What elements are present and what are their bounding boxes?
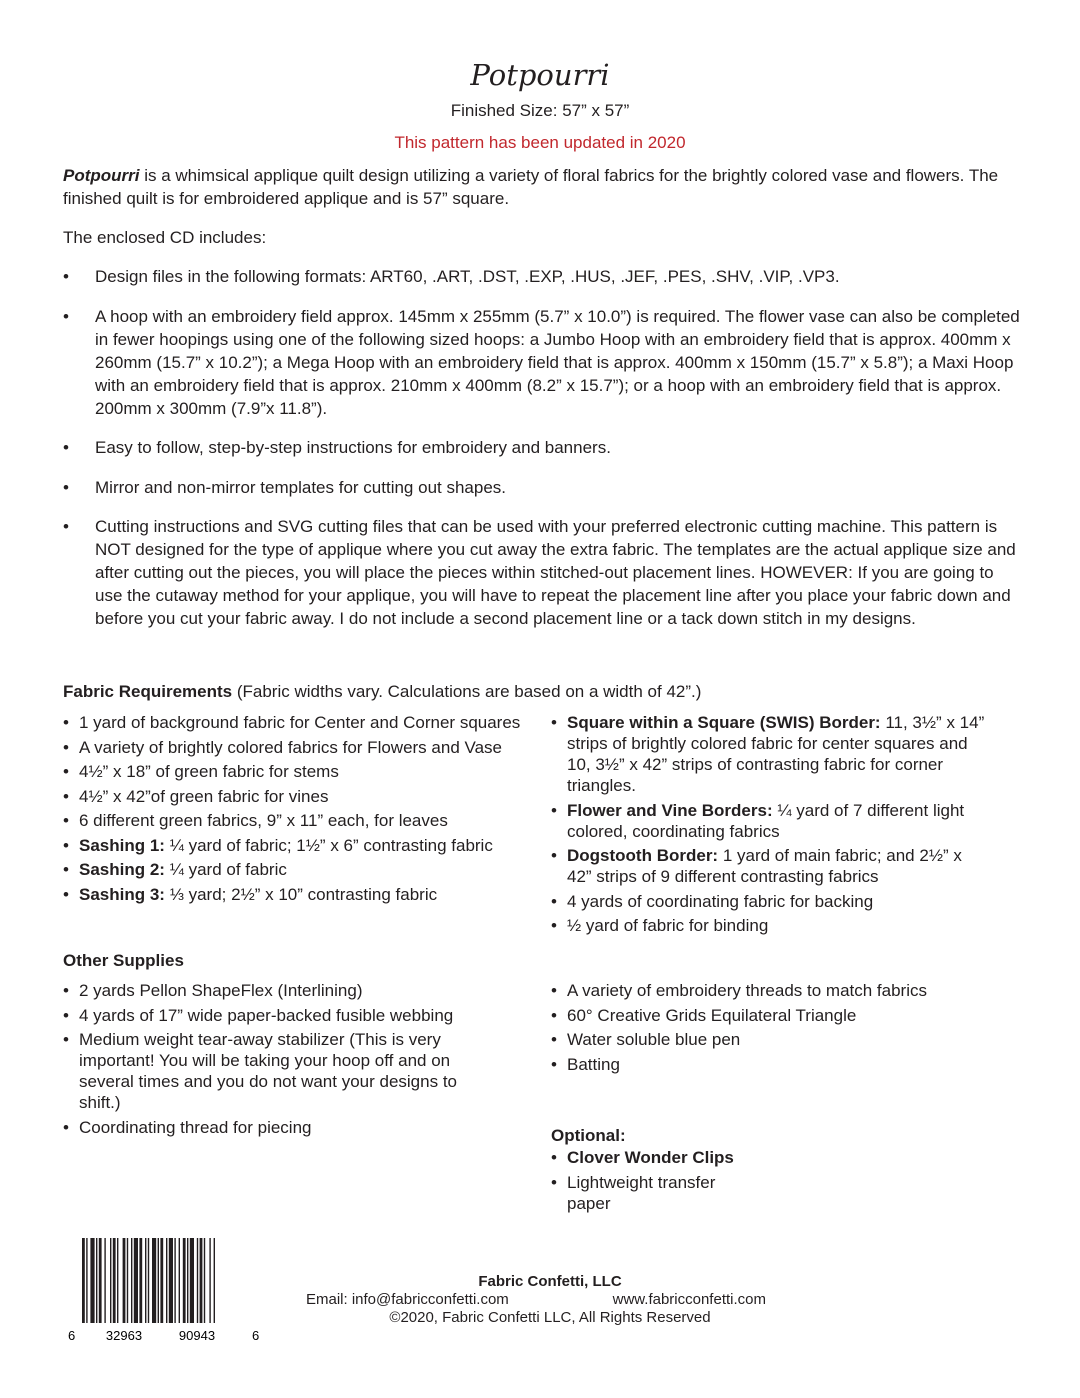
bullet-icon: • — [63, 307, 69, 326]
barcode-bar — [197, 1238, 198, 1324]
bullet-icon: • — [63, 438, 69, 457]
fabric-item: • Square within a Square (SWIS) Border: 11, 3½” x 14” strips of brightly colored fabric for center squares and 10, 3½” x 42” strips of contrasting fabric for corner triangles. — [551, 712, 991, 796]
supply-item: • 2 yards Pellon ShapeFlex (Interlining) — [63, 980, 483, 1001]
barcode-bar — [166, 1238, 167, 1324]
optional-list — [551, 1147, 751, 1217]
barcode-bar — [187, 1238, 188, 1324]
barcode-digits-right: 90943 — [178, 1328, 216, 1343]
footer-company: Fabric Confetti, LLC — [478, 1273, 622, 1290]
supply-item: • Coordinating thread for piecing — [63, 1117, 483, 1138]
supply-item: • Medium weight tear-away stabilizer (This is very important! You will be taking your hoop off and on several times and you do not want your designs to shift.) — [63, 1029, 483, 1113]
cd-item-text: Design files in the following formats: ART60, .ART, .DST, .EXP, .HUS, .JEF, .PES, .SHV, .VIP, .VP3. — [95, 267, 840, 286]
fabric-item: • ½ yard of fabric for binding — [551, 915, 991, 936]
barcode-bar — [190, 1238, 194, 1324]
barcode-bar — [104, 1238, 105, 1324]
barcode-bar — [139, 1238, 142, 1324]
barcode-bar — [200, 1238, 203, 1324]
bullet-icon: • — [63, 517, 69, 536]
supply-item: • Water soluble blue pen — [551, 1029, 991, 1050]
optional-heading: Optional: — [551, 1126, 626, 1145]
optional-item: • Clover Wonder Clips — [551, 1147, 751, 1168]
footer — [300, 1273, 860, 1327]
supply-item: • 4 yards of 17” wide paper-backed fusible webbing — [63, 1005, 483, 1026]
intro-paragraph — [63, 165, 1023, 210]
barcode-bar — [110, 1238, 111, 1324]
bullet-icon: • — [63, 267, 69, 286]
fabric-item: • 4½” x 18” of green fabric for stems — [63, 761, 533, 782]
supplies-heading-label: Other Supplies — [63, 951, 184, 970]
intro-pattern-name: Potpourri — [63, 166, 140, 185]
barcode-bar — [160, 1238, 163, 1324]
barcode-bar — [204, 1238, 205, 1324]
updated-note: This pattern has been updated in 2020 — [394, 133, 686, 152]
fabric-item: • Sashing 2: ¼ yard of fabric — [63, 859, 533, 880]
barcode — [64, 1238, 264, 1343]
fabric-item: • 4 yards of coordinating fabric for backing — [551, 891, 991, 912]
barcode-bar — [145, 1238, 146, 1324]
other-supplies-heading — [63, 951, 184, 971]
barcode-digit-prefix: 6 — [68, 1328, 76, 1343]
cd-item-text: Easy to follow, step-by-step instructions for embroidery and banners. — [95, 438, 611, 457]
fabric-list-left — [63, 712, 533, 908]
fabric-item: • 1 yard of background fabric for Center and Corner squares — [63, 712, 533, 733]
footer-website[interactable]: www.fabricconfetti.com — [612, 1291, 766, 1308]
barcode-bar — [113, 1238, 116, 1324]
bullet-icon: • — [63, 478, 69, 497]
fabric-requirements-heading — [63, 682, 701, 702]
barcode-bar — [96, 1238, 97, 1324]
cd-item-text: Cutting instructions and SVG cutting files that can be used with your preferred electronic cutting machine. This pattern is NOT designed for the type of applique where you cut away the extra fabric. The templates are the actual applique size and after cutting out the pieces, you will place the pieces within stitched-out placement lines. HOWEVER: If you are going to use the cutaway method for your applique, you will have to repeat the placement line after you place your fabric down and before you cut your fabric away. I do not include a second placement line or a tack down stitch in my designs. — [95, 517, 1016, 628]
barcode-bar — [183, 1238, 186, 1324]
barcode-bar — [174, 1238, 175, 1324]
fabric-list-right — [551, 712, 991, 940]
barcode-bar — [179, 1238, 180, 1324]
intro-text: is a whimsical applique quilt design utilizing a variety of floral fabrics for the brightly colored vase and flowers. The finished quilt is for embroidered applique and is 57” square. — [63, 166, 999, 208]
barcode-bar — [152, 1238, 156, 1324]
supplies-list-right — [551, 980, 991, 1078]
barcode-bar — [123, 1238, 126, 1324]
fabric-heading-label: Fabric Requirements — [63, 682, 233, 701]
page-title: Potpourri — [470, 58, 610, 92]
barcode-bar — [117, 1238, 118, 1324]
cd-item-text: A hoop with an embroidery field approx. 145mm x 255mm (5.7” x 10.0”) is required. The flower vase can also be completed in fewer hoopings using one of the following sized hoops: a Jumbo Hoop with an embroidery field that is approx. 400mm x 260mm (15.7” x 10.2”); a Mega Hoop with an embroidery field that is approx. 400mm x 150mm (15.7” x 5.8”); a Maxi Hoop with an embroidery field that is approx. 210mm x 400mm (8.2” x 15.7”); or a hoop with an embroidery field that is approx. 200mm x 300mm (7.9”x 11.8”). — [95, 307, 1020, 418]
optional-item: • Lightweight transfer paper — [551, 1172, 751, 1214]
fabric-item: • 4½” x 42”of green fabric for vines — [63, 786, 533, 807]
supply-item: • A variety of embroidery threads to match fabrics — [551, 980, 991, 1001]
footer-copyright: ©2020, Fabric Confetti LLC, All Rights Reserved — [389, 1309, 711, 1326]
fabric-item: • A variety of brightly colored fabrics for Flowers and Vase — [63, 737, 533, 758]
barcode-bar — [90, 1238, 94, 1324]
fabric-item: • 6 different green fabrics, 9” x 11” each, for leaves — [63, 810, 533, 831]
barcode-digits-left: 32963 — [105, 1328, 143, 1343]
fabric-item: • Dogstooth Border: 1 yard of main fabric; and 2½” x 42” strips of 9 different contrasting fabrics — [551, 845, 991, 887]
supply-item: • 60° Creative Grids Equilateral Triangle — [551, 1005, 991, 1026]
supply-item: • Batting — [551, 1054, 991, 1075]
footer-contact — [306, 1291, 766, 1309]
fabric-item: • Sashing 1: ¼ yard of fabric; 1½” x 6” contrasting fabric — [63, 835, 533, 856]
finished-size: Finished Size: 57” x 57” — [450, 101, 630, 120]
cd-item-text: Mirror and non-mirror templates for cutting out shapes. — [95, 478, 507, 497]
footer-email[interactable]: Email: info@fabricconfetti.com — [306, 1291, 509, 1308]
fabric-item: • Sashing 3: ⅓ yard; 2½” x 10” contrasting fabric — [63, 884, 533, 905]
barcode-bar — [127, 1238, 128, 1324]
supplies-list-left — [63, 980, 483, 1141]
barcode-bar — [148, 1238, 149, 1324]
barcode-bar — [134, 1238, 138, 1324]
barcode-bar — [158, 1238, 159, 1324]
barcode-bar — [169, 1238, 173, 1324]
cd-heading: The enclosed CD includes: — [63, 228, 267, 247]
fabric-item: • Flower and Vine Borders: ¼ yard of 7 different light colored, coordinating fabrics — [551, 800, 991, 842]
barcode-bar — [131, 1238, 132, 1324]
barcode-digit-suffix: 6 — [252, 1328, 260, 1343]
barcode-bar — [99, 1238, 102, 1324]
fabric-heading-note: (Fabric widths vary. Calculations are based on a width of 42”.) — [232, 682, 702, 701]
